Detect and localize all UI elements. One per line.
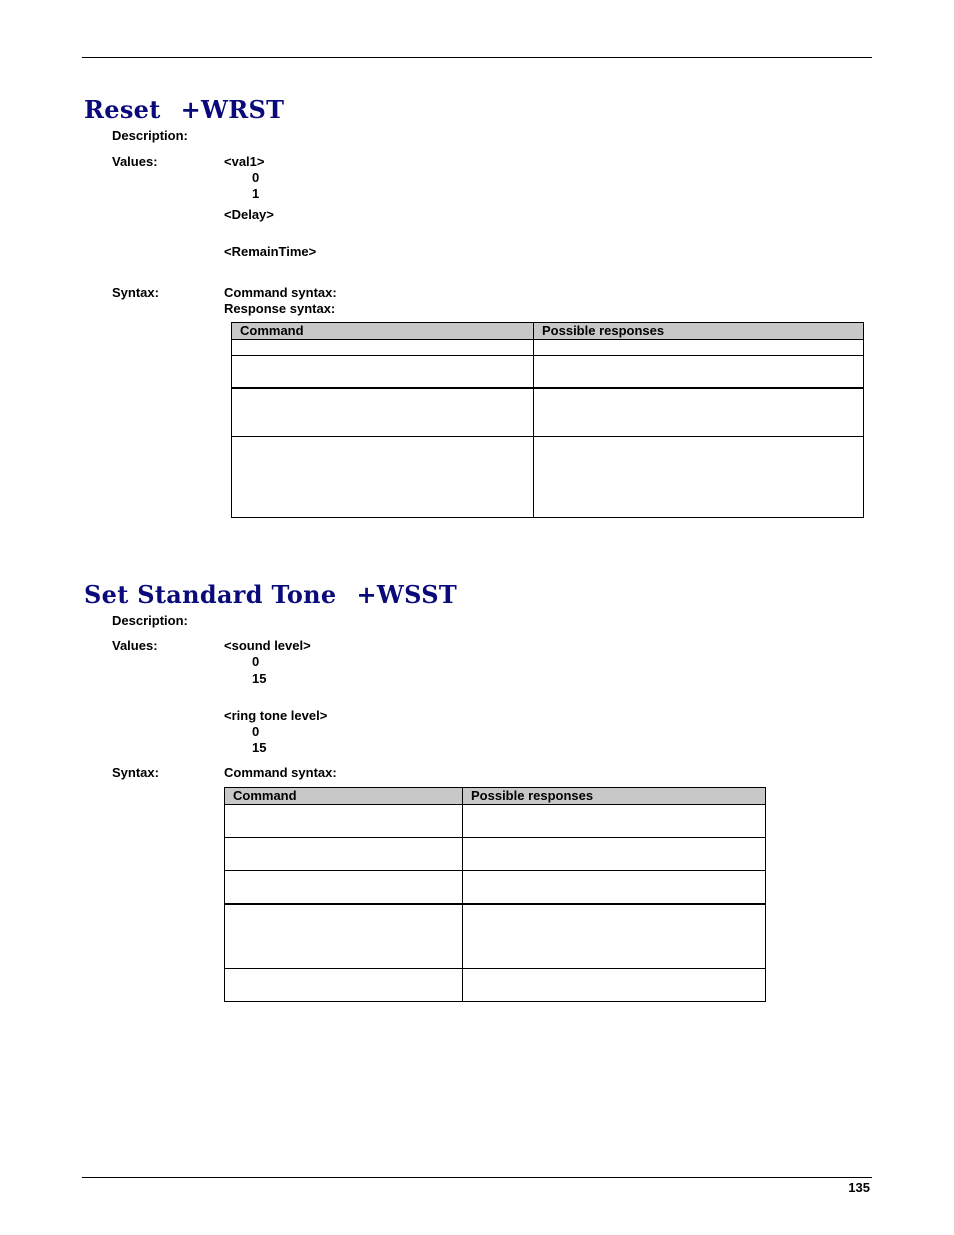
param-val1-value: 1 (252, 186, 260, 201)
table-header-responses: Possible responses (534, 323, 864, 340)
table-row (225, 805, 766, 838)
syntax-label: Syntax: (112, 765, 159, 780)
table-row (225, 969, 766, 1002)
section-command: +WRST (180, 95, 285, 124)
table-row (232, 437, 864, 518)
wsst-command-table (224, 787, 766, 1002)
response-syntax-label: Response syntax: (224, 301, 336, 316)
command-syntax-label: Command syntax: (224, 285, 337, 300)
param-ring-tone-level-value: 0 (252, 724, 260, 739)
page-number: 135 (848, 1180, 870, 1195)
param-ring-tone-level: <ring tone level> (224, 708, 328, 723)
table-row (232, 356, 864, 389)
param-val1: <val1> (224, 154, 265, 169)
reset-command-table (231, 322, 864, 518)
table-row (225, 904, 766, 969)
values-label: Values: (112, 154, 158, 169)
values-label: Values: (112, 638, 158, 653)
section-title-reset: Reset +WRST (84, 95, 285, 124)
table-row (232, 388, 864, 437)
param-sound-level: <sound level> (224, 638, 311, 653)
param-val1-value: 0 (252, 170, 260, 185)
table-header-command: Command (225, 788, 463, 805)
param-remaintime: <RemainTime> (224, 244, 317, 259)
description-label: Description: (112, 128, 188, 143)
param-sound-level-value: 15 (252, 671, 267, 686)
description-label: Description: (112, 613, 188, 628)
param-delay: <Delay> (224, 207, 274, 222)
syntax-label: Syntax: (112, 285, 159, 300)
section-title-set-standard-tone: Set Standard Tone +WSST (84, 580, 458, 609)
table-header-command: Command (232, 323, 534, 340)
table-row (232, 340, 864, 356)
param-sound-level-value: 0 (252, 654, 260, 669)
command-syntax-label: Command syntax: (224, 765, 337, 780)
table-header-responses: Possible responses (463, 788, 766, 805)
header-rule (82, 57, 872, 58)
footer-rule (82, 1177, 872, 1178)
table-row (225, 838, 766, 871)
param-ring-tone-level-value: 15 (252, 740, 267, 755)
section-command: +WSST (356, 580, 458, 609)
table-row (225, 871, 766, 905)
